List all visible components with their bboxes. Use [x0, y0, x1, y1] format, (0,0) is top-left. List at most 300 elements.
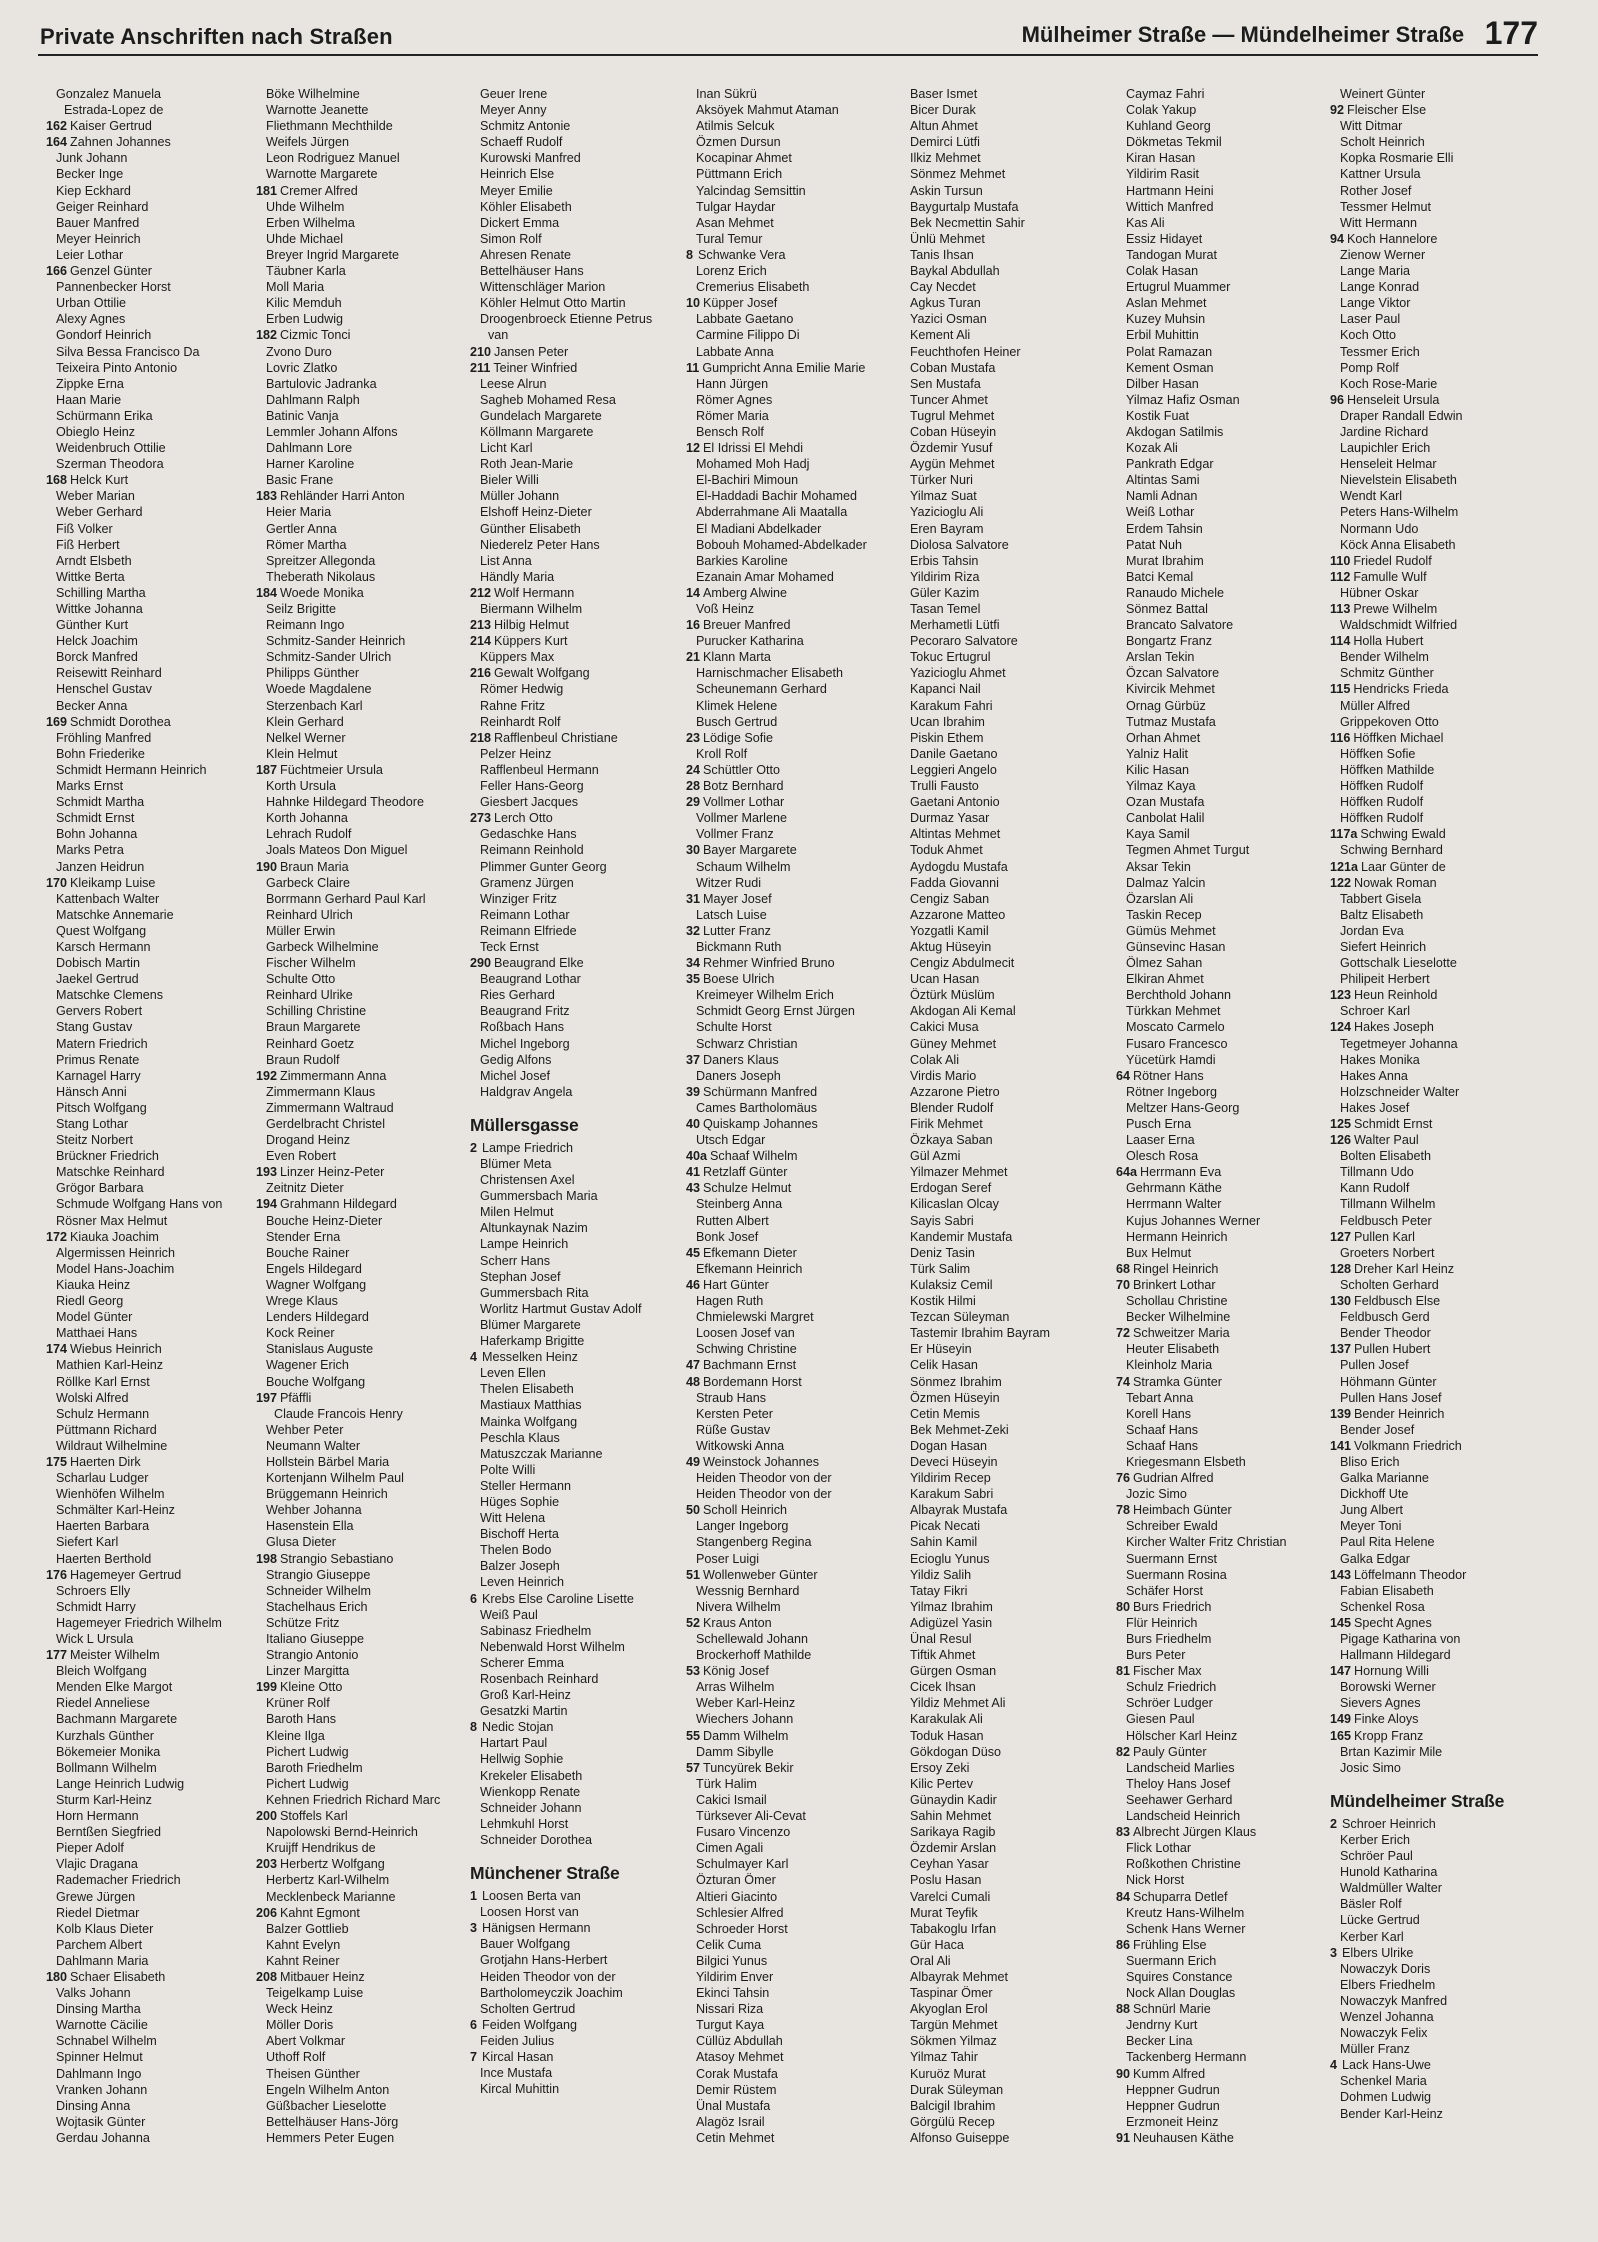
resident-name: Tugrul Mehmet: [910, 408, 995, 423]
resident-entry: [256, 521, 466, 537]
resident-name: Vollmer Lothar: [703, 795, 785, 810]
resident-name: Namli Adnan: [1126, 489, 1198, 504]
resident-name: Akdogan Ali Kemal: [910, 1004, 1016, 1019]
resident-entry: [470, 150, 680, 166]
resident-name: Squires Constance: [1126, 1969, 1233, 1984]
resident-entry: [470, 1574, 680, 1590]
resident-name: Meister Wilhelm: [70, 1648, 160, 1663]
resident-name: Henschel Gustav: [56, 682, 152, 697]
resident-name: Albayrak Mustafa: [910, 1503, 1008, 1518]
resident-name: Scholt Heinrich: [1340, 135, 1425, 150]
resident-entry: [470, 118, 680, 134]
resident-name: Bauer Wolfgang: [480, 1937, 571, 1952]
resident-entry: [1116, 1261, 1326, 1277]
resident-entry: [46, 311, 256, 327]
resident-entry: [46, 1599, 256, 1615]
resident-name: Plimmer Gunter Georg: [480, 859, 607, 874]
resident-name: Algermissen Heinrich: [56, 1245, 175, 1260]
resident-entry: [1116, 1840, 1326, 1856]
resident-name: Sievers Agnes: [1340, 1696, 1421, 1711]
resident-entry: [1116, 665, 1326, 681]
resident-name: Lehrach Rudolf: [266, 827, 352, 842]
resident-name: Kircal Muhittin: [480, 2082, 560, 2097]
resident-name: Bolten Elisabeth: [1340, 1149, 1432, 1164]
resident-name: Hendricks Frieda: [1353, 682, 1449, 697]
resident-name: Yildirim Riza: [910, 569, 980, 584]
resident-entry: [46, 810, 256, 826]
resident-entry: [46, 408, 256, 424]
house-number: 83: [1116, 1825, 1131, 1840]
resident-entry: [470, 987, 680, 1003]
resident-entry: [46, 1100, 256, 1116]
resident-name: Kropp Franz: [1354, 1728, 1424, 1743]
resident-entry: [256, 875, 466, 891]
resident-entry: [470, 2033, 680, 2049]
resident-name: Even Robert: [266, 1149, 337, 1164]
resident-name: Henseleit Helmar: [1340, 457, 1437, 472]
house-number: 80: [1116, 1599, 1131, 1614]
resident-entry: [256, 295, 466, 311]
resident-name: Ecioglu Yunus: [910, 1551, 990, 1566]
house-number: 164: [46, 135, 68, 150]
resident-entry: [470, 215, 680, 231]
resident-entry: [1330, 1390, 1540, 1406]
resident-name: Cetin Memis: [910, 1406, 980, 1421]
resident-entry: [1116, 1003, 1326, 1019]
resident-entry: [686, 1647, 896, 1663]
resident-entry: [900, 2049, 1110, 2065]
resident-entry: [686, 1100, 896, 1116]
resident-name: Warnotte Margarete: [266, 167, 378, 182]
resident-entry: [1330, 1816, 1540, 1832]
resident-entry: [470, 1381, 680, 1397]
house-number: 74: [1116, 1374, 1131, 1389]
resident-name: Corak Mustafa: [696, 2066, 778, 2081]
resident-name: Amberg Alwine: [703, 585, 788, 600]
resident-name: Blümer Meta: [480, 1157, 552, 1171]
resident-name: Wienkopp Renate: [480, 1784, 581, 1799]
directory-column-7: [1330, 86, 1540, 2122]
resident-name: Gervers Robert: [56, 1004, 143, 1019]
resident-entry: [686, 1824, 896, 1840]
resident-entry: [1116, 1293, 1326, 1309]
resident-name: Ertugrul Muammer: [1126, 280, 1231, 295]
resident-entry: [900, 1245, 1110, 1261]
resident-entry: [46, 1116, 256, 1132]
resident-entry: [256, 955, 466, 971]
resident-name: Schmude Wolfgang Hans von: [56, 1197, 223, 1212]
resident-name: Yilmaz Ibrahim: [910, 1599, 993, 1614]
resident-name: Glusa Dieter: [266, 1535, 336, 1550]
resident-entry: [46, 2114, 256, 2130]
resident-entry: [686, 1615, 896, 1631]
resident-entry: [46, 746, 256, 762]
resident-entry: [1330, 1052, 1540, 1068]
resident-name: Kement Ali: [910, 328, 971, 343]
resident-entry: [256, 1937, 466, 1953]
resident-name: Jendrny Kurt: [1126, 2018, 1198, 2033]
resident-name: Ornag Gürbüz: [1126, 698, 1206, 713]
resident-entry: [1330, 1945, 1540, 1961]
resident-name: Pecoraro Salvatore: [910, 634, 1018, 649]
house-number: 187: [256, 762, 278, 777]
resident-name: Römer Maria: [696, 408, 769, 423]
resident-name: Yildiz Mehmet Ali: [910, 1696, 1006, 1711]
resident-name: Böke Wilhelmine: [266, 87, 360, 101]
resident-entry: [470, 2065, 680, 2081]
resident-entry: [470, 102, 680, 118]
resident-name: Droogenbroeck Etienne Petrus: [480, 312, 653, 327]
resident-name: Gül Azmi: [910, 1149, 961, 1164]
resident-name: Schroers Elly: [56, 1583, 131, 1598]
resident-entry: [470, 1719, 680, 1735]
resident-entry: [900, 1969, 1110, 1985]
resident-entry: [46, 762, 256, 778]
resident-name: Ünal Resul: [910, 1632, 972, 1646]
resident-name: Uhde Michael: [266, 231, 344, 246]
resident-name: Suermann Ernst: [1126, 1551, 1217, 1566]
resident-name: Bollmann Wilhelm: [56, 1760, 157, 1775]
resident-name: Kircal Hasan: [482, 2049, 554, 2064]
resident-entry: [686, 1084, 896, 1100]
resident-name: Cicek Ihsan: [910, 1680, 976, 1695]
resident-name: Uhde Wilhelm: [266, 199, 345, 214]
resident-entry: [1116, 1502, 1326, 1518]
resident-name: Tandogan Murat: [1126, 247, 1218, 262]
resident-entry: [256, 1615, 466, 1631]
resident-entry: [1116, 762, 1326, 778]
resident-name: Reinhard Ulrike: [266, 988, 353, 1003]
resident-name: Bender Heinrich: [1354, 1406, 1445, 1421]
resident-name: Kerber Erich: [1340, 1832, 1410, 1847]
resident-name: Elbers Friedhelm: [1340, 1977, 1436, 1992]
resident-name: Schmitz-Sander Ulrich: [266, 650, 392, 665]
resident-name: Chmielewski Margret: [696, 1310, 814, 1325]
resident-name: Kann Rudolf: [1340, 1181, 1410, 1196]
resident-name: Höffken Rudolf: [1340, 779, 1424, 794]
resident-entry: [1116, 2130, 1326, 2146]
resident-name: Altunkaynak Nazim: [480, 1221, 588, 1236]
resident-entry: [46, 215, 256, 231]
resident-entry: [470, 1952, 680, 1968]
resident-name: Özturan Ömer: [696, 1873, 776, 1888]
resident-name: Alfonso Guiseppe: [910, 2130, 1010, 2145]
resident-name: Fischer Max: [1133, 1664, 1202, 1679]
resident-name: Höffken Sofie: [1340, 746, 1416, 761]
resident-name: Kroll Rolf: [696, 746, 748, 761]
resident-name: Nock Allan Douglas: [1126, 1986, 1236, 2001]
resident-name: Breyer Ingrid Margarete: [266, 247, 399, 262]
resident-name: Genzel Günter: [70, 264, 152, 279]
house-number: 72: [1116, 1326, 1131, 1341]
resident-name: Weifels Jürgen: [266, 135, 350, 150]
resident-entry: [900, 2001, 1110, 2017]
resident-name: Kuhland Georg: [1126, 119, 1211, 134]
resident-name: Helck Joachim: [56, 634, 138, 649]
resident-entry: [686, 1631, 896, 1647]
resident-name: Händly Maria: [480, 569, 555, 584]
resident-entry: [1330, 1848, 1540, 1864]
resident-entry: [256, 344, 466, 360]
resident-entry: [46, 1019, 256, 1035]
resident-entry: [46, 633, 256, 649]
house-number: 169: [46, 714, 68, 729]
resident-entry: [900, 714, 1110, 730]
house-number: 183: [256, 489, 278, 504]
resident-name: Schütze Fritz: [266, 1615, 340, 1630]
resident-entry: [470, 2049, 680, 2065]
resident-name: Yilmaz Suat: [910, 489, 977, 504]
resident-entry: [256, 1953, 466, 1969]
resident-entry: [900, 1084, 1110, 1100]
resident-entry: [1330, 1961, 1540, 1977]
resident-name: Özmen Hüseyin: [910, 1390, 1000, 1405]
resident-entry: [1330, 1036, 1540, 1052]
resident-name: El Idrissi El Mehdi: [703, 441, 804, 456]
resident-name: Cizmic Tonci: [280, 328, 351, 343]
resident-name: Pelzer Heinz: [480, 746, 552, 761]
resident-name: Meyer Anny: [480, 103, 547, 118]
resident-name: Nievelstein Elisabeth: [1340, 473, 1457, 488]
house-number: 90: [1116, 2066, 1131, 2081]
resident-name: Schmidt Ernst: [56, 811, 135, 826]
resident-name: Özcan Salvatore: [1126, 666, 1220, 681]
resident-entry: [256, 730, 466, 746]
resident-name: Röllke Karl Ernst: [56, 1374, 150, 1389]
resident-entry: [470, 1188, 680, 1204]
resident-entry: [256, 247, 466, 263]
resident-entry: [46, 1953, 256, 1969]
resident-name: Weinstock Johannes: [703, 1454, 819, 1469]
resident-entry: [900, 408, 1110, 424]
resident-name: Spreitzer Allegonda: [266, 553, 376, 568]
resident-entry: [686, 521, 896, 537]
resident-name: Hilbig Helmut: [494, 618, 569, 633]
resident-name: Lerch Otto: [494, 811, 553, 826]
resident-name: Heiden Theodor von der: [480, 1969, 616, 1984]
resident-name: Türker Nuri: [910, 473, 973, 488]
resident-name: Fabian Elisabeth: [1340, 1583, 1434, 1598]
resident-name: Weiß Lothar: [1126, 505, 1195, 520]
resident-name: Brtan Kazimir Mile: [1340, 1744, 1443, 1759]
resident-entry: [1330, 875, 1540, 891]
resident-entry: [46, 424, 256, 440]
resident-name: Nivera Wilhelm: [696, 1599, 781, 1614]
resident-entry: [256, 1905, 466, 1921]
resident-name: Linzer Heinz-Peter: [280, 1165, 385, 1180]
resident-entry: [686, 1744, 896, 1760]
directory-column-5: [900, 86, 1110, 2146]
house-number: 168: [46, 473, 68, 488]
resident-entry: [256, 1663, 466, 1679]
resident-entry: [1116, 1518, 1326, 1534]
resident-name: Haerten Berthold: [56, 1551, 152, 1566]
resident-entry: [900, 987, 1110, 1003]
resident-name: Hakes Anna: [1340, 1068, 1408, 1083]
resident-entry: [470, 472, 680, 488]
resident-entry: [900, 601, 1110, 617]
resident-entry: [256, 1277, 466, 1293]
resident-name: Josic Simo: [1340, 1760, 1401, 1775]
resident-entry: [470, 231, 680, 247]
house-number: 139: [1330, 1406, 1352, 1421]
resident-name: Schulte Horst: [696, 1020, 772, 1035]
resident-name: Sahin Mehmet: [910, 1809, 992, 1824]
resident-name: Heier Maria: [266, 505, 332, 520]
resident-name: Kumm Alfred: [1133, 2066, 1206, 2081]
resident-name: Sen Mustafa: [910, 376, 981, 391]
resident-name: Schulte Otto: [266, 972, 336, 987]
resident-entry: [686, 1390, 896, 1406]
resident-name: Bordemann Horst: [703, 1374, 802, 1389]
resident-name: Leese Alrun: [480, 376, 547, 391]
resident-name: Cames Bartholomäus: [696, 1100, 818, 1115]
resident-entry: [1116, 1341, 1326, 1357]
resident-entry: [256, 199, 466, 215]
resident-entry: [1116, 1052, 1326, 1068]
resident-name: Hakes Josef: [1340, 1100, 1410, 1115]
resident-name: Spinner Helmut: [56, 2050, 143, 2065]
resident-entry: [900, 504, 1110, 520]
resident-name: Kerber Karl: [1340, 1929, 1404, 1944]
resident-name: Kaiser Gertrud: [70, 119, 152, 134]
resident-entry: [900, 279, 1110, 295]
resident-name: Höffken Rudolf: [1340, 811, 1424, 826]
resident-entry: [1330, 2089, 1540, 2105]
resident-name: Damm Wilhelm: [703, 1728, 789, 1743]
resident-name: Langer Ingeborg: [696, 1519, 789, 1534]
resident-entry: [46, 1486, 256, 1502]
resident-name: Baroth Friedhelm: [266, 1760, 363, 1775]
resident-entry: [256, 360, 466, 376]
resident-name: Hakes Monika: [1340, 1052, 1420, 1067]
resident-name: Schwing Christine: [696, 1342, 797, 1357]
resident-name: Kapanci Nail: [910, 682, 981, 697]
resident-name: Kandemir Mustafa: [910, 1229, 1013, 1244]
resident-entry: [256, 1760, 466, 1776]
resident-entry: [46, 859, 256, 875]
resident-entry: [256, 1245, 466, 1261]
resident-entry: [470, 1253, 680, 1269]
resident-entry: [686, 1856, 896, 1872]
resident-entry: [1330, 939, 1540, 955]
resident-entry: [686, 842, 896, 858]
resident-name: Aslan Mehmet: [1126, 296, 1207, 311]
resident-name: Teigelkamp Luise: [266, 1986, 364, 2001]
resident-name: Gummersbach Rita: [480, 1285, 589, 1300]
resident-entry: [256, 1454, 466, 1470]
resident-name: Abderrahmane Ali Maatalla: [696, 505, 848, 520]
resident-entry: [470, 1687, 680, 1703]
street-heading: Münchener Straße: [470, 1863, 620, 1884]
resident-entry: [900, 1985, 1110, 2001]
resident-name: Groeters Norbert: [1340, 1245, 1435, 1260]
resident-entry: [46, 1937, 256, 1953]
resident-entry: [470, 376, 680, 392]
resident-name: Kiran Hasan: [1126, 151, 1196, 166]
resident-name: Gaetani Antonio: [910, 795, 1000, 810]
resident-entry: [470, 649, 680, 665]
resident-name: Brockerhoff Mathilde: [696, 1648, 812, 1663]
resident-name: Hermann Heinrich: [1126, 1229, 1228, 1244]
resident-name: Bartulovic Jadranka: [266, 376, 377, 391]
resident-name: Gerdelbracht Christel: [266, 1117, 385, 1131]
resident-entry: [470, 633, 680, 649]
resident-name: Taskin Recep: [1126, 907, 1202, 922]
resident-entry: [1116, 2049, 1326, 2065]
resident-entry: [686, 1374, 896, 1390]
resident-name: Mathien Karl-Heinz: [56, 1358, 164, 1373]
resident-entry: [686, 150, 896, 166]
resident-entry: [900, 1840, 1110, 1856]
resident-entry: [256, 408, 466, 424]
resident-entry: [470, 1204, 680, 1220]
resident-name: Warnotte Cäcilie: [56, 2018, 148, 2033]
resident-entry: [1116, 2017, 1326, 2033]
resident-name: Riedl Georg: [56, 1294, 124, 1309]
house-number: 2: [1330, 1816, 1338, 1831]
resident-name: Koch Hannelore: [1347, 231, 1438, 246]
resident-name: Durmaz Yasar: [910, 811, 990, 826]
resident-entry: [686, 1969, 896, 1985]
house-number: 166: [46, 264, 68, 279]
resident-entry: [470, 1703, 680, 1719]
resident-entry: [1116, 2114, 1326, 2130]
resident-name: Matthaei Hans: [56, 1326, 138, 1341]
resident-entry: [256, 2130, 466, 2146]
resident-entry: [686, 215, 896, 231]
resident-name: Brinkert Lothar: [1133, 1277, 1216, 1292]
resident-entry: [46, 295, 256, 311]
resident-name: Cremer Alfred: [280, 183, 358, 198]
resident-entry: [46, 1052, 256, 1068]
resident-name: Philipeit Herbert: [1340, 972, 1430, 987]
resident-entry: [900, 424, 1110, 440]
resident-name: Kleine Ilga: [266, 1728, 325, 1743]
resident-name: Tuncer Ahmet: [910, 392, 988, 407]
resident-name: Braun Rudolf: [266, 1052, 340, 1067]
resident-name: Schaum Wilhelm: [696, 859, 791, 874]
house-number: 51: [686, 1567, 701, 1582]
resident-name: Hellwig Sophie: [480, 1752, 564, 1767]
resident-name: Jung Albert: [1340, 1503, 1404, 1518]
resident-entry: [900, 794, 1110, 810]
resident-name: Erzmoneit Heinz: [1126, 2114, 1219, 2129]
resident-entry: [46, 199, 256, 215]
resident-name: Yilmazer Mehmet: [910, 1165, 1008, 1180]
resident-entry: [470, 2001, 680, 2017]
resident-name: Kock Reiner: [266, 1326, 335, 1341]
resident-entry: [1116, 1792, 1326, 1808]
resident-name: Schilling Martha: [56, 585, 146, 600]
resident-entry: [256, 327, 466, 343]
resident-entry: [46, 778, 256, 794]
house-number: 218: [470, 730, 492, 745]
resident-name: Laupichler Erich: [1340, 441, 1431, 456]
resident-name: Reinhard Ulrich: [266, 907, 353, 922]
resident-name: Moll Maria: [266, 280, 325, 295]
house-number: 21: [686, 650, 701, 665]
resident-name: Zahnen Johannes: [70, 135, 171, 150]
resident-entry: [900, 1711, 1110, 1727]
resident-entry: [900, 1438, 1110, 1454]
resident-name: Boese Ulrich: [703, 972, 775, 987]
resident-entry: [46, 344, 256, 360]
house-number: 213: [470, 618, 492, 633]
resident-entry: [1116, 1406, 1326, 1422]
resident-entry: [470, 1784, 680, 1800]
resident-entry: [686, 102, 896, 118]
